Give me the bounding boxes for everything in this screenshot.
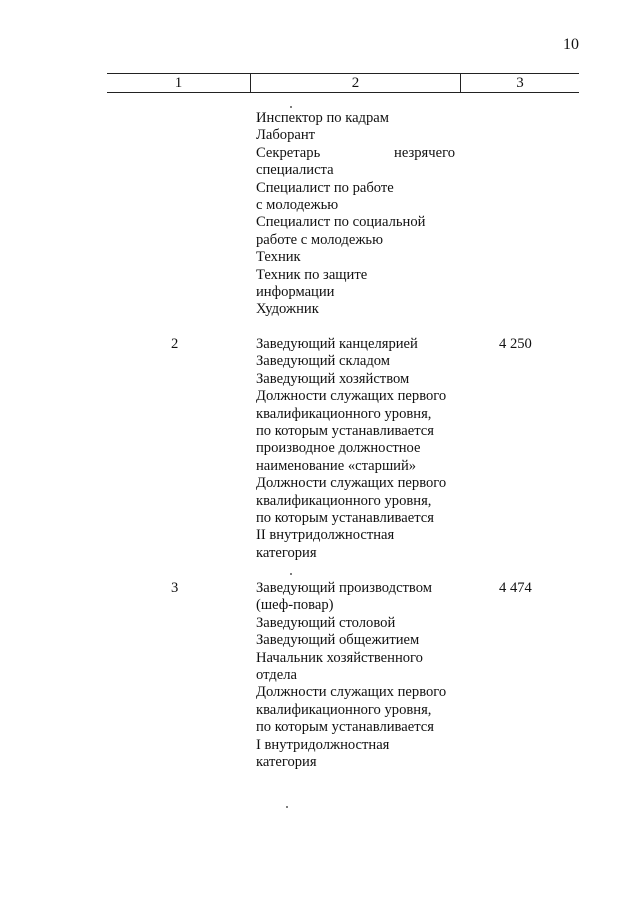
scan-speck — [290, 573, 292, 575]
scan-speck — [286, 806, 288, 808]
position-line: категория — [256, 754, 317, 771]
position-line: по которым устанавливается — [256, 510, 434, 527]
position-line: Художник — [256, 301, 319, 318]
position-line: наименование «старший» — [256, 457, 417, 474]
position-line: квалификационного уровня, — [256, 405, 432, 422]
position-line: (шеф-повар) — [256, 597, 334, 614]
position-line: Специалист по работе — [256, 179, 394, 196]
position-line: Заведующий хозяйством — [256, 370, 410, 387]
table-header — [107, 73, 579, 93]
position-line: Заведующий складом — [256, 353, 391, 370]
position-line: Заведующий канцелярией — [256, 336, 418, 352]
position-line: по которым устанавливается — [256, 423, 434, 440]
position-line: квалификационного уровня, — [256, 492, 432, 509]
position-line-word: Секретарь — [256, 144, 321, 161]
position-line: категория — [256, 544, 317, 561]
position-list — [256, 110, 456, 319]
position-line: Заведующий общежитием — [256, 632, 420, 649]
position-line: Техник по защите — [256, 266, 368, 283]
position-line: Начальник хозяйственного — [256, 649, 423, 666]
position-line: квалификационного уровня, — [256, 701, 432, 718]
position-line: Должности служащих первого — [256, 475, 447, 492]
header-col-1: 1 — [107, 74, 251, 92]
position-list — [256, 580, 456, 771]
position-line: специалиста — [256, 162, 334, 179]
position-line: отдела — [256, 667, 297, 684]
row-number: 3 — [171, 580, 179, 596]
position-line: Специалист по социальной — [256, 214, 426, 231]
salary-value: 4 474 — [499, 580, 532, 596]
position-line: Инспектор по кадрам — [256, 110, 389, 126]
header-col-3: 3 — [516, 75, 524, 91]
position-list — [256, 336, 456, 562]
row-number: 2 — [171, 336, 179, 352]
position-line: работе с молодежью — [256, 231, 383, 248]
position-line: Должности служащих первого — [256, 388, 447, 405]
position-line: информации — [256, 284, 335, 301]
header-col-2: 2 — [251, 74, 461, 92]
scan-speck — [290, 106, 292, 108]
position-line: Должности служащих первого — [256, 684, 447, 701]
position-line-word: незрячего — [394, 144, 455, 161]
position-line: Лаборант — [256, 127, 316, 144]
position-line: Заведующий производством — [256, 580, 432, 596]
position-line: по которым устанавливается — [256, 719, 434, 736]
position-line: Техник — [256, 249, 301, 266]
position-line — [256, 145, 455, 162]
position-line: производное должностное — [256, 440, 421, 457]
position-line: с молодежью — [256, 197, 339, 214]
salary-value: 4 250 — [499, 336, 532, 352]
position-line: Заведующий столовой — [256, 614, 396, 631]
page-number: 10 — [563, 36, 579, 53]
position-line: II внутридолжностная — [256, 527, 395, 544]
position-line: I внутридолжностная — [256, 736, 390, 753]
